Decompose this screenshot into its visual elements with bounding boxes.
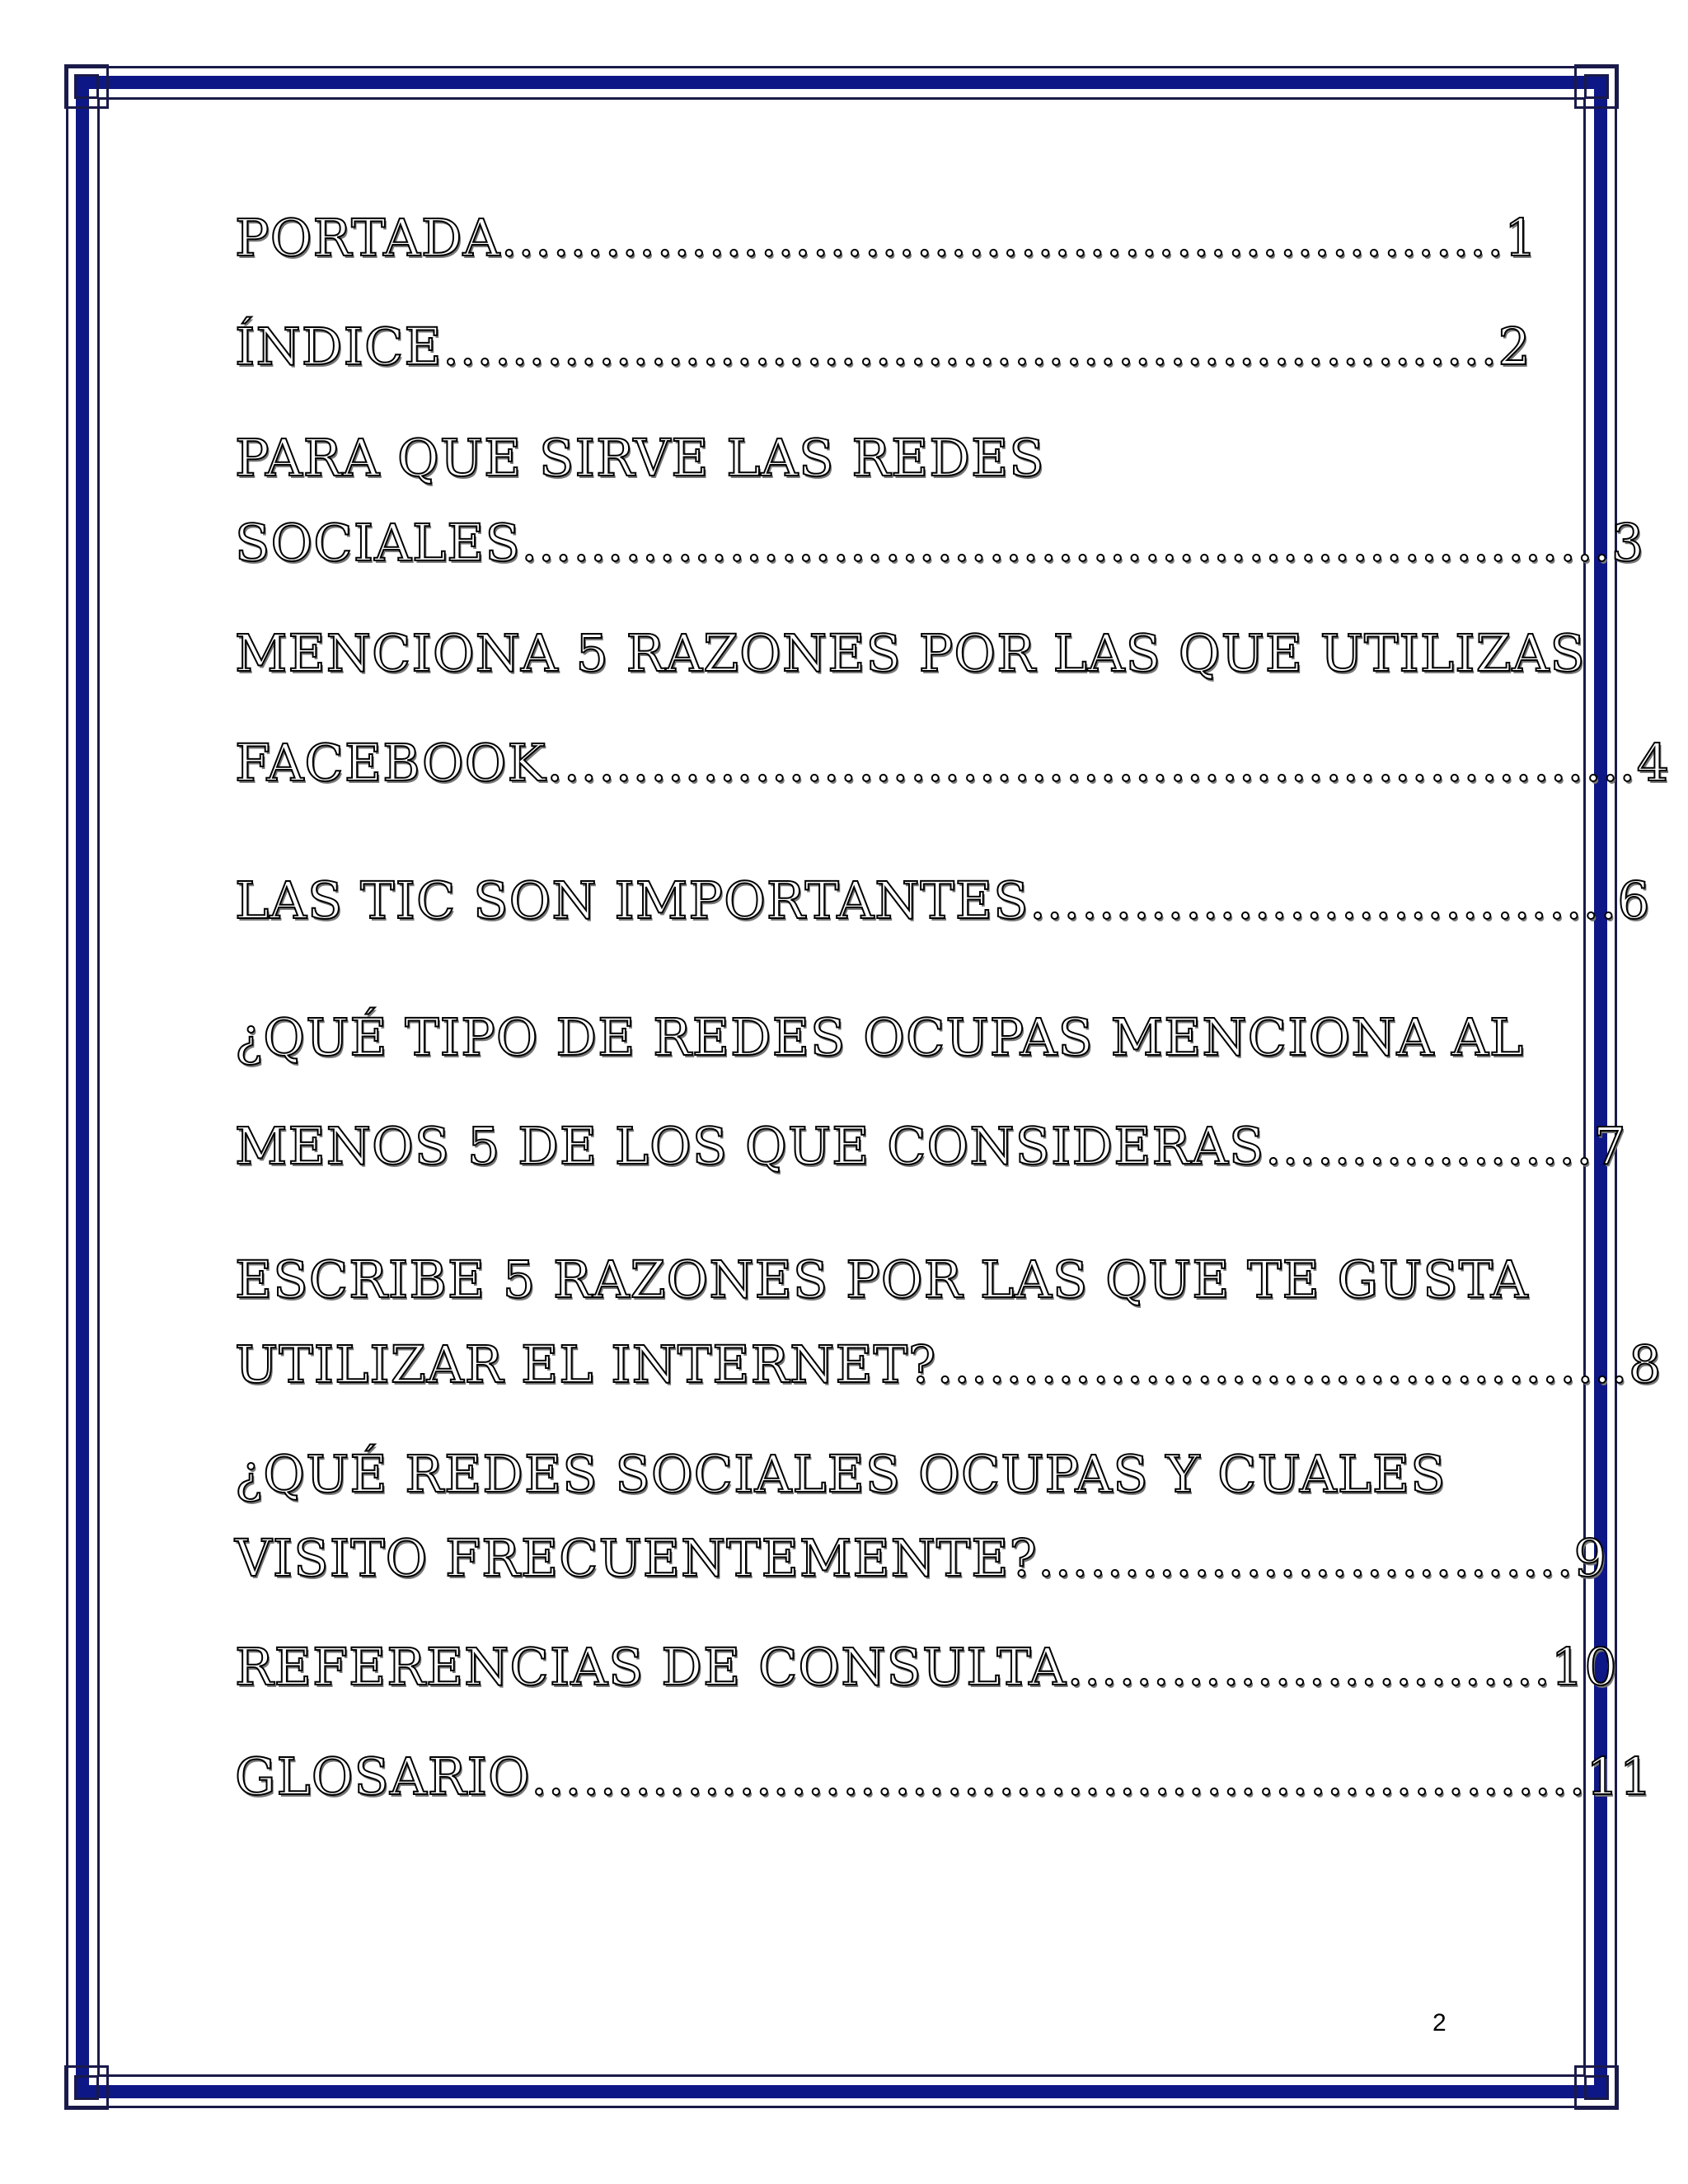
toc-entry-tipo-redes-1: ¿QUÉ TIPO DE REDES OCUPAS MENCIONA AL — [235, 1007, 1525, 1067]
toc-entry-redes-visitadas-2: VISITO FRECUENTEMENTE?………………………….9 — [235, 1528, 1607, 1588]
toc-entry-redes-sociales-2: SOCIALES………………………………………………………3 — [235, 513, 1645, 573]
toc-entry-redes-visitadas-1: ¿QUÉ REDES SOCIALES OCUPAS Y CUALES — [235, 1444, 1447, 1504]
toc-entry-internet-2: UTILIZAR EL INTERNET?……………………………….…8 — [235, 1334, 1662, 1394]
toc-entry-indice: ÍNDICE…………………………………………………….2 — [235, 316, 1531, 377]
border-corner-ornament — [1574, 2065, 1619, 2110]
toc-entry-facebook-1: MENCIONA 5 RAZONES POR LAS QUE UTILIZAS — [235, 623, 1586, 683]
toc-entry-redes-sociales-1: PARA QUE SIRVE LAS REDES — [235, 428, 1045, 488]
toc-entry-glosario: GLOSARIO…………………………………………………….11 — [235, 1746, 1653, 1807]
toc-entry-facebook-2: FACEBOOK………………………………………………………4 — [235, 733, 1671, 793]
toc-entry-tic: LAS TIC SON IMPORTANTES…………………………….6 — [235, 870, 1651, 930]
toc-entry-portada: PORTADA………………………………………………….1 — [235, 208, 1538, 268]
toc-entry-internet-1: ESCRIBE 5 RAZONES POR LAS QUE TE GUSTA — [235, 1249, 1529, 1310]
toc-entry-tipo-redes-2: MENOS 5 DE LOS QUE CONSIDERAS……………….7 — [235, 1116, 1627, 1176]
border-corner-ornament — [64, 2065, 109, 2110]
page-number: 2 — [1432, 2009, 1447, 2036]
border-corner-ornament — [64, 64, 109, 109]
toc-entry-referencias: REFERENCIAS DE CONSULTA……………………….10 — [235, 1637, 1618, 1697]
border-corner-ornament — [1574, 64, 1619, 109]
